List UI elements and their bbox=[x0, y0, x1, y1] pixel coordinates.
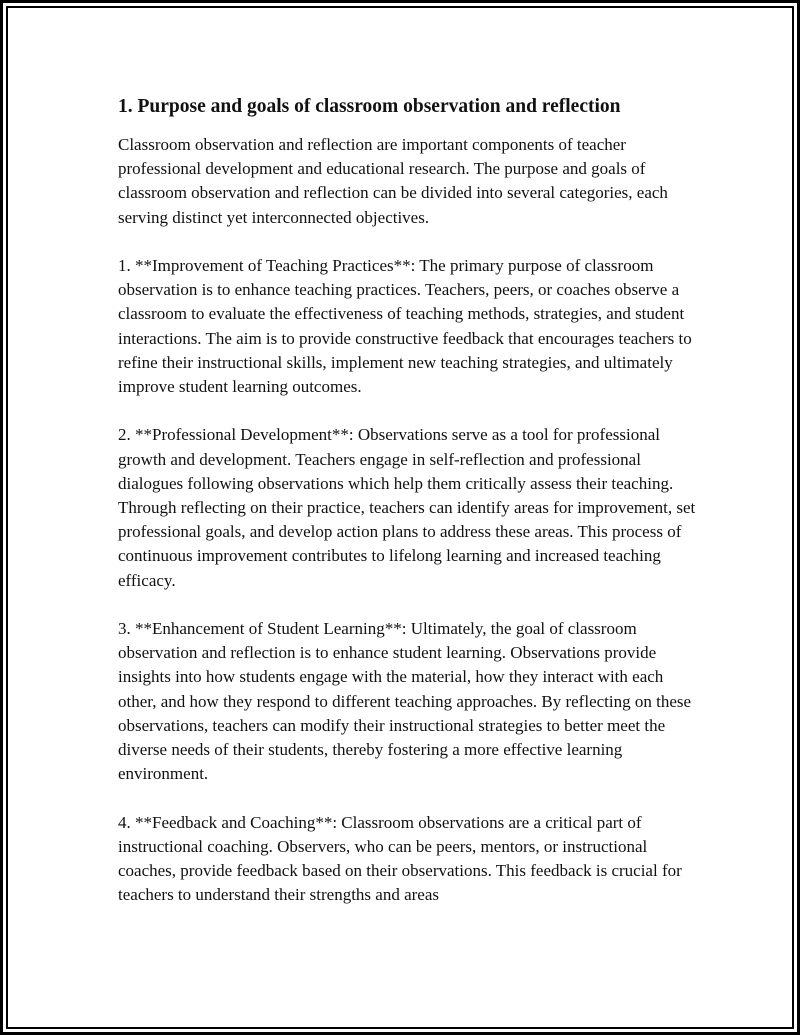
document-body bbox=[118, 93, 698, 932]
paragraph-professional-development: 2. **Professional Development**: Observations serve as a tool for professional growth and development. Teachers engage in self-reflection and professional dialogues following observations which help them critically assess their teaching. Through reflecting on their practice, teachers can identify areas for improvement, set professional goals, and develop action plans to address these areas. This process of continuous improvement contributes to lifelong learning and increased teaching efficacy. bbox=[118, 425, 696, 590]
section-heading: 1. Purpose and goals of classroom observation and reflection bbox=[118, 96, 621, 117]
paragraph-improvement-of-teaching-practices: 1. **Improvement of Teaching Practices**: The primary purpose of classroom observation is to enhance teaching practices. Teachers, peers, or coaches observe a classroom to evaluate the effectiveness of teaching methods, strategies, and student interactions. The aim is to provide constructive feedback that encourages teachers to refine their instructional skills, implement new teaching strategies, and ultimately improve student learning outcomes. bbox=[118, 256, 692, 397]
intro-paragraph: Classroom observation and reflection are important components of teacher professional development and educational research. The purpose and goals of classroom observation and reflection can be divided into several categories, each serving distinct yet interconnected objectives. bbox=[118, 135, 668, 227]
paragraph-feedback-and-coaching: 4. **Feedback and Coaching**: Classroom observations are a critical part of instructional coaching. Observers, who can be peers, mentors, or instructional coaches, provide feedback based on their observations. This feedback is crucial for teachers to understand their strengths and areas bbox=[118, 812, 682, 905]
paragraph-enhancement-of-student-learning: 3. **Enhancement of Student Learning**: Ultimately, the goal of classroom observation and reflection is to enhance student learning. Observations provide insights into how students engage with the material, how they interact with each other, and how they respond to different teaching approaches. By reflecting on these observations, teachers can modify their instructional strategies to better meet the diverse needs of their students, thereby fostering a more effective learning environment. bbox=[118, 619, 692, 784]
